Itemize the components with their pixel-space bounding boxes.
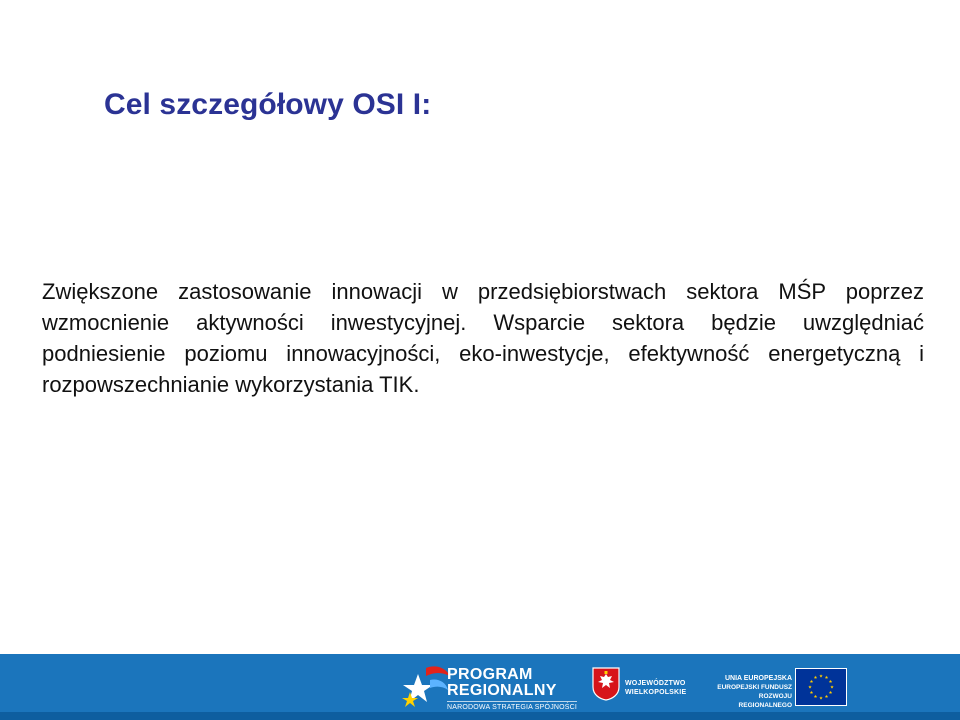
wojewodztwo-text [625,679,686,697]
woj-line1: WOJEWÓDZTWO [625,680,686,687]
unia-europejska-text [704,674,792,710]
eu-flag-icon [795,668,847,706]
ue-line1: UNIA EUROPEJSKA [724,675,792,682]
slide-title: Cel szczegółowy OSI I: [104,88,432,121]
slide-body-text: Zwiększone zastosowanie innowacji w przedsiębiorstwach sektora MŚP poprzez wzmocnienie aktywności inwestycyjnej. Wsparcie sektora będzie uwzględniać podniesienie poziomu innowacyjności, eko-inwestycje, efektywność energetyczną i rozpowszechnianie wykorzystania TIK. [42,279,924,397]
woj-line2: WIELKOPOLSKIE [625,689,687,696]
footer-bottom-strip [0,712,960,720]
wielkopolska-crest-icon [592,667,620,701]
program-regionalny-text [447,667,577,713]
program-line1: PROGRAM [447,666,533,683]
program-line3: NARODOWA STRATEGIA SPÓJNOŚCI [447,701,577,713]
program-line2: REGIONALNY [447,682,557,699]
ue-line2: EUROPEJSKI FUNDUSZ [717,684,792,691]
ue-line3: ROZWOJU REGIONALNEGO [738,693,792,709]
